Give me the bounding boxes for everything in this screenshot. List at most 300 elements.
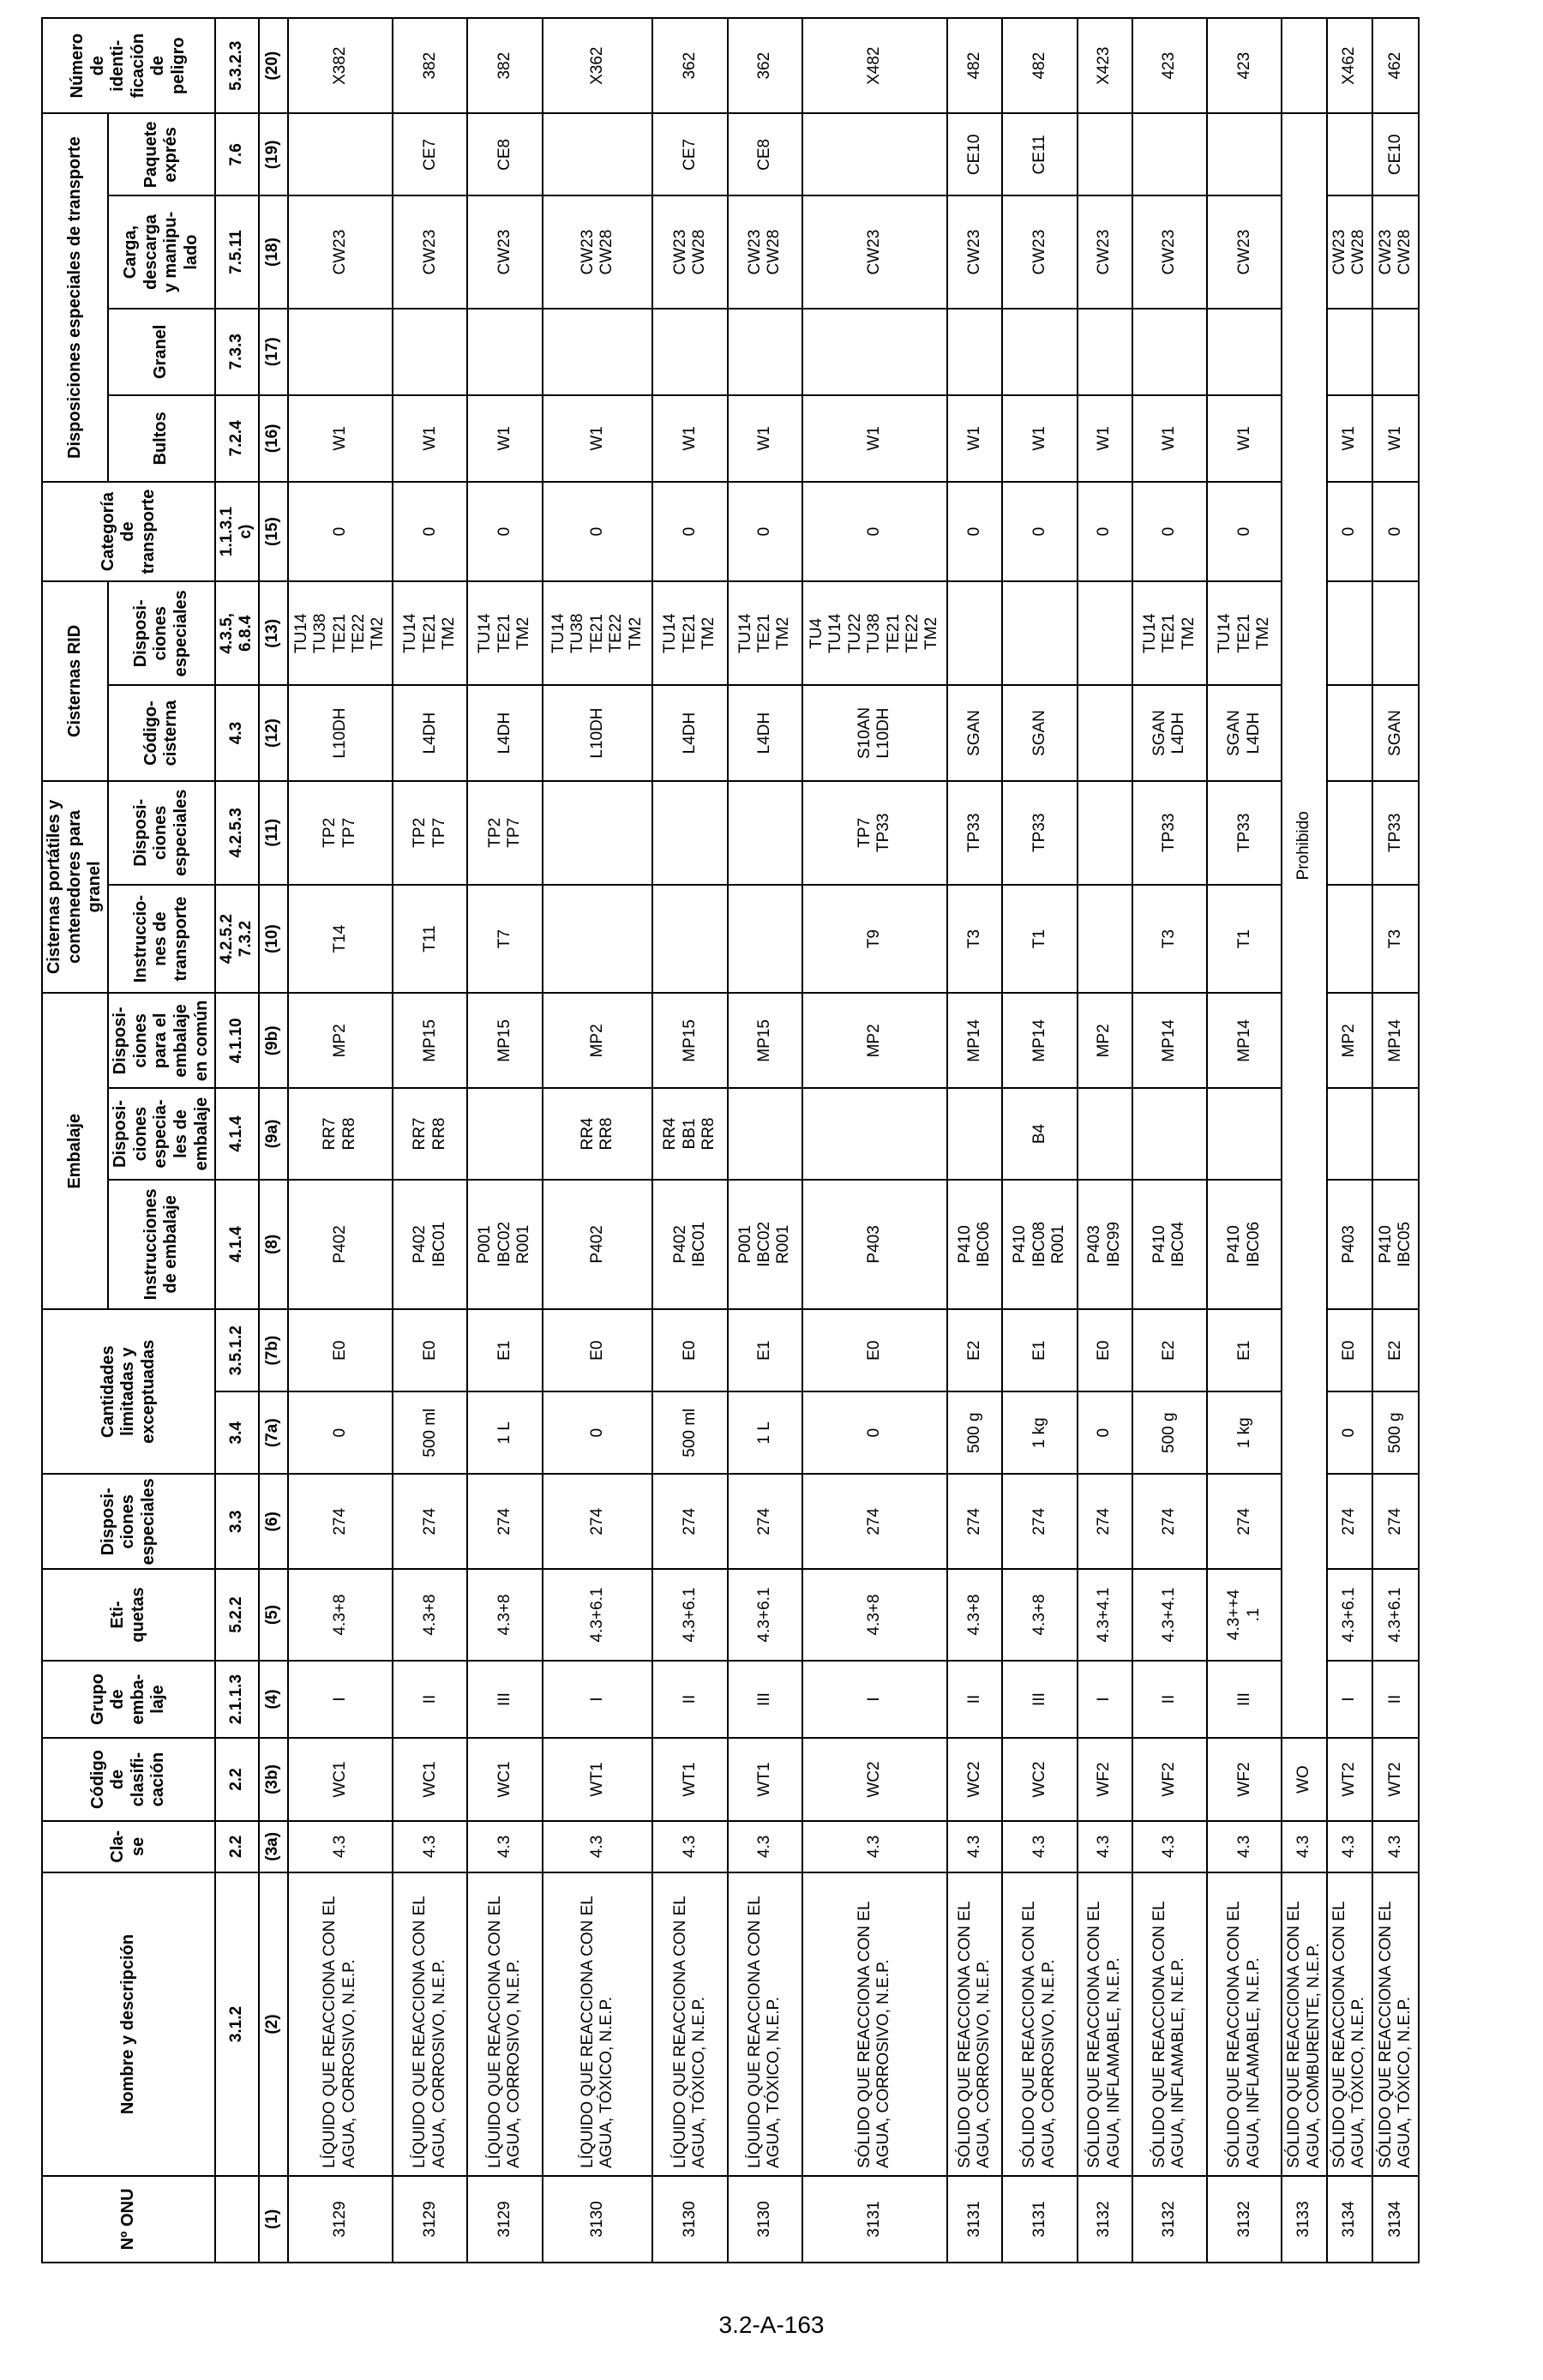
table-cell: TU14 TE21 TM2 bbox=[1207, 581, 1282, 685]
table-cell: TU14 TE21 TM2 bbox=[652, 581, 727, 685]
table-cell bbox=[1327, 781, 1372, 885]
header-row-groups bbox=[42, 18, 108, 2263]
table-cell bbox=[288, 309, 393, 395]
table-cell bbox=[543, 781, 653, 885]
table-cell: TP2 TP7 bbox=[288, 781, 393, 885]
table-cell bbox=[1372, 1088, 1419, 1179]
table-cell: CE8 bbox=[467, 113, 542, 195]
table-cell: 274 bbox=[947, 1474, 1002, 1569]
table-cell: 4.3++4 .1 bbox=[1207, 1569, 1282, 1660]
table-cell: 4.3 bbox=[1078, 1821, 1132, 1873]
table-cell: 4.3+8 bbox=[1002, 1569, 1077, 1660]
table-cell bbox=[802, 1088, 947, 1179]
table-cell: 0 bbox=[543, 1391, 653, 1474]
colnum-cell: (15) bbox=[259, 482, 288, 581]
table-cell bbox=[1078, 581, 1132, 685]
table-cell: 4.3+6.1 bbox=[652, 1569, 727, 1660]
table-cell: W1 bbox=[652, 395, 727, 482]
table-cell: P410 IBC04 bbox=[1132, 1180, 1207, 1310]
header-special-provisions: Disposi- ciones especiales bbox=[42, 1474, 215, 1569]
table-cell: T3 bbox=[947, 885, 1002, 993]
colnum-cell: (10) bbox=[259, 885, 288, 993]
table-cell: B4 bbox=[1002, 1088, 1077, 1179]
table-cell: II bbox=[947, 1661, 1002, 1739]
table-cell: P402 IBC01 bbox=[393, 1180, 467, 1310]
un-number-cell: 3131 bbox=[947, 2176, 1002, 2263]
un-number-cell: 3130 bbox=[728, 2176, 802, 2263]
table-cell: CW23 bbox=[1002, 195, 1077, 308]
ref-cell: 7.2.4 bbox=[215, 395, 259, 482]
table-cell: II bbox=[393, 1661, 467, 1739]
header-rid-tanks: Cisternas RID bbox=[42, 581, 108, 780]
table-cell: 0 bbox=[467, 482, 542, 581]
ref-cell: 4.1.10 bbox=[215, 993, 259, 1088]
table-row bbox=[393, 18, 467, 2263]
table-cell: 0 bbox=[1327, 1391, 1372, 1474]
table-cell: W1 bbox=[543, 395, 653, 482]
substance-name-cell: SÓLIDO QUE REACCIONA CON EL AGUA, TÓXICO, N.E.P. bbox=[1327, 1872, 1372, 2176]
table-cell: P001 IBC02 R001 bbox=[467, 1180, 542, 1310]
table-cell: 0 bbox=[543, 482, 653, 581]
table-cell: 4.3 bbox=[1372, 1821, 1419, 1873]
prohibited-cell: Prohibido bbox=[1282, 113, 1327, 1738]
table-cell: MP2 bbox=[288, 993, 393, 1088]
table-cell: 0 bbox=[1078, 482, 1132, 581]
table-cell: CE8 bbox=[728, 113, 802, 195]
table-row bbox=[1132, 18, 1207, 2263]
table-cell: MP14 bbox=[1372, 993, 1419, 1088]
table-cell: W1 bbox=[467, 395, 542, 482]
table-cell: WT1 bbox=[652, 1739, 727, 1821]
table-row bbox=[802, 18, 947, 2263]
table-cell: WF2 bbox=[1207, 1739, 1282, 1821]
table-cell: TU14 TE21 TM2 bbox=[1132, 581, 1207, 685]
table-cell: TU14 TE21 TM2 bbox=[728, 581, 802, 685]
table-cell: W1 bbox=[1002, 395, 1077, 482]
table-cell: WT1 bbox=[728, 1739, 802, 1821]
table-cell bbox=[1078, 781, 1132, 885]
table-cell: CW23 bbox=[1132, 195, 1207, 308]
header-tank-code: Código- cisterna bbox=[108, 685, 215, 780]
table-cell: WF2 bbox=[1078, 1739, 1132, 1821]
table-cell bbox=[1207, 309, 1282, 395]
colnum-cell: (18) bbox=[259, 195, 288, 308]
substance-name-cell: SÓLIDO QUE REACCIONA CON EL AGUA, INFLAMABLE, N.E.P. bbox=[1132, 1872, 1207, 2176]
table-cell: 274 bbox=[1002, 1474, 1077, 1569]
table-cell: E2 bbox=[1132, 1309, 1207, 1391]
table-cell: 423 bbox=[1207, 18, 1282, 113]
substance-name-cell: SÓLIDO QUE REACCIONA CON EL AGUA, CORROSIVO, N.E.P. bbox=[947, 1872, 1002, 2176]
table-cell: II bbox=[1372, 1661, 1419, 1739]
table-body bbox=[288, 18, 1419, 2263]
table-cell: P410 IBC05 bbox=[1372, 1180, 1419, 1310]
table-cell: 4.3 bbox=[543, 1821, 653, 1873]
un-number-cell: 3131 bbox=[802, 2176, 947, 2263]
header-packing-group: Grupo de emba- laje bbox=[42, 1661, 215, 1739]
substance-name-cell: LÍQUIDO QUE REACCIONA CON EL AGUA, CORROSIVO, N.E.P. bbox=[393, 1872, 467, 2176]
table-cell: III bbox=[728, 1661, 802, 1739]
table-cell: E0 bbox=[652, 1309, 727, 1391]
colnum-cell: (7b) bbox=[259, 1309, 288, 1391]
table-cell: 274 bbox=[1078, 1474, 1132, 1569]
table-cell: W1 bbox=[728, 395, 802, 482]
colnum-cell: (13) bbox=[259, 581, 288, 685]
table-row bbox=[1372, 18, 1419, 2263]
table-cell: I bbox=[543, 1661, 653, 1739]
table-cell: P001 IBC02 R001 bbox=[728, 1180, 802, 1310]
table-cell bbox=[543, 113, 653, 195]
table-cell: 0 bbox=[1207, 482, 1282, 581]
table-cell: CW23 bbox=[1207, 195, 1282, 308]
header-express: Paquete exprés bbox=[108, 113, 215, 195]
ref-cell bbox=[215, 2176, 259, 2263]
table-row bbox=[652, 18, 727, 2263]
table-cell bbox=[947, 309, 1002, 395]
ref-cell: 4.3 bbox=[215, 685, 259, 780]
table-cell bbox=[1327, 309, 1372, 395]
substance-name-cell: SÓLIDO QUE REACCIONA CON EL AGUA, INFLAMABLE, N.E.P. bbox=[1207, 1872, 1282, 2176]
table-cell: MP2 bbox=[543, 993, 653, 1088]
table-cell: 423 bbox=[1132, 18, 1207, 113]
table-cell: 4.3+6.1 bbox=[728, 1569, 802, 1660]
column-number-row bbox=[259, 18, 288, 2263]
table-cell bbox=[947, 1088, 1002, 1179]
table-cell bbox=[652, 885, 727, 993]
table-cell: 274 bbox=[543, 1474, 653, 1569]
table-cell: TU4 TU14 TU22 TU38 TE21 TE22 TM2 bbox=[802, 581, 947, 685]
table-cell: W1 bbox=[947, 395, 1002, 482]
table-cell: L4DH bbox=[467, 685, 542, 780]
table-cell: WC2 bbox=[1002, 1739, 1077, 1821]
table-cell: X462 bbox=[1327, 18, 1372, 113]
table-cell bbox=[652, 309, 727, 395]
un-number-cell: 3131 bbox=[1002, 2176, 1077, 2263]
ref-cell: 2.2 bbox=[215, 1739, 259, 1821]
table-cell: RR4 BB1 RR8 bbox=[652, 1088, 727, 1179]
table-cell bbox=[728, 1088, 802, 1179]
table-cell: MP15 bbox=[467, 993, 542, 1088]
table-cell: MP2 bbox=[1327, 993, 1372, 1088]
table-row bbox=[1078, 18, 1132, 2263]
table-cell: 4.3 bbox=[393, 1821, 467, 1873]
table-cell: TP33 bbox=[1002, 781, 1077, 885]
table-cell bbox=[467, 309, 542, 395]
table-cell: 362 bbox=[652, 18, 727, 113]
table-cell: L4DH bbox=[652, 685, 727, 780]
table-cell: I bbox=[802, 1661, 947, 1739]
header-hazard-id: Número de identi- ficación de peligro bbox=[42, 18, 215, 113]
table-cell bbox=[1132, 113, 1207, 195]
table-cell: WT1 bbox=[543, 1739, 653, 1821]
table-cell: X362 bbox=[543, 18, 653, 113]
table-cell bbox=[802, 309, 947, 395]
table-cell: WF2 bbox=[1132, 1739, 1207, 1821]
table-cell: TP33 bbox=[947, 781, 1002, 885]
table-cell: WC1 bbox=[393, 1739, 467, 1821]
table-row bbox=[1282, 18, 1327, 2263]
table-cell: T14 bbox=[288, 885, 393, 993]
table-cell: E1 bbox=[467, 1309, 542, 1391]
table-cell: E0 bbox=[543, 1309, 653, 1391]
table-cell: TP2 TP7 bbox=[393, 781, 467, 885]
table-cell: T7 bbox=[467, 885, 542, 993]
table-cell: 4.3 bbox=[1002, 1821, 1077, 1873]
table-cell: I bbox=[1078, 1661, 1132, 1739]
ref-cell: 7.6 bbox=[215, 113, 259, 195]
ref-cell: 4.1.4 bbox=[215, 1180, 259, 1310]
colnum-cell: (2) bbox=[259, 1872, 288, 2176]
colnum-cell: (8) bbox=[259, 1180, 288, 1310]
table-cell bbox=[1372, 581, 1419, 685]
table-cell: MP15 bbox=[652, 993, 727, 1088]
header-transport-category: Categoría de transporte bbox=[42, 482, 215, 581]
header-packaging: Embalaje bbox=[42, 993, 108, 1309]
table-cell: SGAN L4DH bbox=[1132, 685, 1207, 780]
table-cell: 274 bbox=[652, 1474, 727, 1569]
table-cell: TU14 TE21 TM2 bbox=[393, 581, 467, 685]
header-rid-special: Disposi- ciones especiales bbox=[108, 581, 215, 685]
table-header bbox=[42, 18, 288, 2263]
table-cell: CE11 bbox=[1002, 113, 1077, 195]
table-cell: W1 bbox=[288, 395, 393, 482]
un-number-cell: 3132 bbox=[1078, 2176, 1132, 2263]
table-cell: WT2 bbox=[1372, 1739, 1419, 1821]
table-cell: III bbox=[1002, 1661, 1077, 1739]
table-cell: 0 bbox=[1327, 482, 1372, 581]
table-cell bbox=[1078, 685, 1132, 780]
substance-name-cell: SÓLIDO QUE REACCIONA CON EL AGUA, CORROSIVO, N.E.P. bbox=[1002, 1872, 1077, 2176]
table-cell: MP2 bbox=[802, 993, 947, 1088]
table-cell: 274 bbox=[1207, 1474, 1282, 1569]
table-cell: T9 bbox=[802, 885, 947, 993]
table-cell: 1 kg bbox=[1002, 1391, 1077, 1474]
table-cell: SGAN bbox=[947, 685, 1002, 780]
table-cell: RR7 RR8 bbox=[288, 1088, 393, 1179]
table-cell: L10DH bbox=[288, 685, 393, 780]
table-cell bbox=[728, 309, 802, 395]
header-class: Cla- se bbox=[42, 1821, 215, 1873]
table-cell: P402 bbox=[288, 1180, 393, 1310]
table-cell: WC1 bbox=[288, 1739, 393, 1821]
table-cell: 274 bbox=[467, 1474, 542, 1569]
table-cell: I bbox=[288, 1661, 393, 1739]
table-cell: P403 bbox=[802, 1180, 947, 1310]
colnum-cell: (4) bbox=[259, 1661, 288, 1739]
table-cell: E0 bbox=[802, 1309, 947, 1391]
table-cell: 4.3+6.1 bbox=[1327, 1569, 1372, 1660]
substance-name-cell: LÍQUIDO QUE REACCIONA CON EL AGUA, TÓXICO, N.E.P. bbox=[652, 1872, 727, 2176]
table-cell: CW23 CW28 bbox=[1372, 195, 1419, 308]
reference-row bbox=[215, 18, 259, 2263]
table-cell: II bbox=[652, 1661, 727, 1739]
table-cell: P403 bbox=[1327, 1180, 1372, 1310]
table-cell: 4.3+4.1 bbox=[1078, 1569, 1132, 1660]
table-cell: 0 bbox=[802, 1391, 947, 1474]
table-cell: TU14 TU38 TE21 TE22 TM2 bbox=[543, 581, 653, 685]
table-cell: MP15 bbox=[393, 993, 467, 1088]
table-cell: WC1 bbox=[467, 1739, 542, 1821]
table-cell: P410 IBC08 R001 bbox=[1002, 1180, 1077, 1310]
table-cell: 462 bbox=[1372, 18, 1419, 113]
ref-cell: 5.2.2 bbox=[215, 1569, 259, 1660]
table-cell: X423 bbox=[1078, 18, 1132, 113]
table-cell: 0 bbox=[728, 482, 802, 581]
ref-cell: 5.3.2.3 bbox=[215, 18, 259, 113]
table-cell bbox=[467, 1088, 542, 1179]
header-mixed-packing: Disposi- ciones para el embalaje en común bbox=[108, 993, 215, 1088]
table-cell bbox=[1132, 309, 1207, 395]
table-cell bbox=[1132, 1088, 1207, 1179]
ref-cell: 3.4 bbox=[215, 1391, 259, 1474]
header-packing-instructions: Instrucciones de embalaje bbox=[108, 1180, 215, 1310]
table-cell: WT2 bbox=[1327, 1739, 1372, 1821]
colnum-cell: (20) bbox=[259, 18, 288, 113]
table-cell: SGAN bbox=[1372, 685, 1419, 780]
table-cell: 4.3+8 bbox=[393, 1569, 467, 1660]
table-cell: P403 IBC99 bbox=[1078, 1180, 1132, 1310]
substance-name-cell: SÓLIDO QUE REACCIONA CON EL AGUA, COMBURENTE, N.E.P. bbox=[1282, 1872, 1327, 2176]
table-cell: X382 bbox=[288, 18, 393, 113]
table-cell: P410 IBC06 bbox=[947, 1180, 1002, 1310]
table-cell: 4.3 bbox=[1327, 1821, 1372, 1873]
ref-cell: 7.5.11 bbox=[215, 195, 259, 308]
empty-cell bbox=[1282, 18, 1327, 113]
rotated-page bbox=[41, 17, 1420, 2263]
table-cell: RR4 RR8 bbox=[543, 1088, 653, 1179]
table-cell: 0 bbox=[393, 482, 467, 581]
ref-cell: 2.1.1.3 bbox=[215, 1661, 259, 1739]
substance-name-cell: LÍQUIDO QUE REACCIONA CON EL AGUA, TÓXICO, N.E.P. bbox=[543, 1872, 653, 2176]
table-cell: 0 bbox=[288, 1391, 393, 1474]
table-cell: E0 bbox=[393, 1309, 467, 1391]
table-cell: III bbox=[1207, 1661, 1282, 1739]
table-cell: CW23 bbox=[288, 195, 393, 308]
table-cell: W1 bbox=[1207, 395, 1282, 482]
table-cell: 382 bbox=[467, 18, 542, 113]
page-number: 3.2-A-163 bbox=[718, 2311, 825, 2338]
table-cell bbox=[393, 309, 467, 395]
table-cell: TP33 bbox=[1207, 781, 1282, 885]
table-cell: L10DH bbox=[543, 685, 653, 780]
table-cell: WC2 bbox=[947, 1739, 1002, 1821]
table-cell: CW23 CW28 bbox=[543, 195, 653, 308]
table-cell: 4.3 bbox=[802, 1821, 947, 1873]
table-cell: TU14 TE21 TM2 bbox=[467, 581, 542, 685]
table-cell: 274 bbox=[1372, 1474, 1419, 1569]
table-cell: 482 bbox=[947, 18, 1002, 113]
table-row bbox=[1327, 18, 1372, 2263]
table-cell: 0 bbox=[1132, 482, 1207, 581]
substance-name-cell: SÓLIDO QUE REACCIONA CON EL AGUA, TÓXICO, N.E.P. bbox=[1372, 1872, 1419, 2176]
table-cell: W1 bbox=[1078, 395, 1132, 482]
substance-name-cell: LÍQUIDO QUE REACCIONA CON EL AGUA, TÓXICO, N.E.P. bbox=[728, 1872, 802, 2176]
table-row bbox=[543, 18, 653, 2263]
table-cell bbox=[288, 113, 393, 195]
colnum-cell: (1) bbox=[259, 2176, 288, 2263]
colnum-cell: (5) bbox=[259, 1569, 288, 1660]
table-cell: 0 bbox=[652, 482, 727, 581]
table-cell: 500 ml bbox=[393, 1391, 467, 1474]
table-cell: CW23 CW28 bbox=[1327, 195, 1372, 308]
ref-cell: 3.5.1.2 bbox=[215, 1309, 259, 1391]
table-cell bbox=[1207, 113, 1282, 195]
table-cell: CW23 CW28 bbox=[728, 195, 802, 308]
table-row bbox=[288, 18, 393, 2263]
table-cell: CW23 CW28 bbox=[652, 195, 727, 308]
table-cell bbox=[1327, 885, 1372, 993]
table-cell: 500 g bbox=[1372, 1391, 1419, 1474]
colnum-cell: (19) bbox=[259, 113, 288, 195]
table-cell: CE10 bbox=[1372, 113, 1419, 195]
table-cell: 382 bbox=[393, 18, 467, 113]
table-cell: CW23 bbox=[393, 195, 467, 308]
table-cell: L4DH bbox=[393, 685, 467, 780]
table-cell: TP33 bbox=[1132, 781, 1207, 885]
colnum-cell: (16) bbox=[259, 395, 288, 482]
table-cell: T11 bbox=[393, 885, 467, 993]
table-cell: 500 g bbox=[1132, 1391, 1207, 1474]
un-number-cell: 3132 bbox=[1207, 2176, 1282, 2263]
table-cell: TU14 TU38 TE21 TE22 TM2 bbox=[288, 581, 393, 685]
colnum-cell: (9a) bbox=[259, 1088, 288, 1179]
table-cell: W1 bbox=[802, 395, 947, 482]
table-cell: W1 bbox=[1372, 395, 1419, 482]
table-cell: 4.3 bbox=[728, 1821, 802, 1873]
table-cell: 0 bbox=[1078, 1391, 1132, 1474]
table-cell: X482 bbox=[802, 18, 947, 113]
table-cell bbox=[1078, 885, 1132, 993]
table-cell: 1 kg bbox=[1207, 1391, 1282, 1474]
dangerous-goods-table bbox=[41, 17, 1420, 2263]
table-cell: CE10 bbox=[947, 113, 1002, 195]
table-cell: 4.3+8 bbox=[802, 1569, 947, 1660]
table-cell: CE7 bbox=[393, 113, 467, 195]
ref-cell: 3.3 bbox=[215, 1474, 259, 1569]
table-cell: TP33 bbox=[1372, 781, 1419, 885]
header-packing-special: Disposi- ciones especia- les de embalaje bbox=[108, 1088, 215, 1179]
table-cell: CW23 bbox=[802, 195, 947, 308]
table-cell bbox=[1002, 309, 1077, 395]
table-cell: T1 bbox=[1207, 885, 1282, 993]
table-cell: E0 bbox=[1327, 1309, 1372, 1391]
table-cell: P402 IBC01 bbox=[652, 1180, 727, 1310]
table-cell: III bbox=[467, 1661, 542, 1739]
header-portable-tanks: Cisternas portátiles y contenedores para granel bbox=[42, 781, 108, 994]
table-row bbox=[467, 18, 542, 2263]
table-cell: 0 bbox=[1002, 482, 1077, 581]
substance-name-cell: SÓLIDO QUE REACCIONA CON EL AGUA, INFLAMABLE, N.E.P. bbox=[1078, 1872, 1132, 2176]
colnum-cell: (9b) bbox=[259, 993, 288, 1088]
table-cell: 4.3+6.1 bbox=[1372, 1569, 1419, 1660]
table-cell bbox=[947, 581, 1002, 685]
table-cell bbox=[1078, 113, 1132, 195]
table-cell: MP14 bbox=[1207, 993, 1282, 1088]
table-cell bbox=[1078, 309, 1132, 395]
table-cell: MP14 bbox=[1132, 993, 1207, 1088]
ref-cell: 4.1.4 bbox=[215, 1088, 259, 1179]
table-cell bbox=[543, 309, 653, 395]
table-cell: 0 bbox=[1372, 482, 1419, 581]
colnum-cell: (7a) bbox=[259, 1391, 288, 1474]
table-cell: MP2 bbox=[1078, 993, 1132, 1088]
colnum-cell: (6) bbox=[259, 1474, 288, 1569]
table-cell bbox=[1327, 685, 1372, 780]
un-number-cell: 3130 bbox=[652, 2176, 727, 2263]
table-cell bbox=[1372, 309, 1419, 395]
table-cell: P410 IBC06 bbox=[1207, 1180, 1282, 1310]
header-tank-special: Disposi- ciones especiales bbox=[108, 781, 215, 885]
table-cell bbox=[1207, 1088, 1282, 1179]
